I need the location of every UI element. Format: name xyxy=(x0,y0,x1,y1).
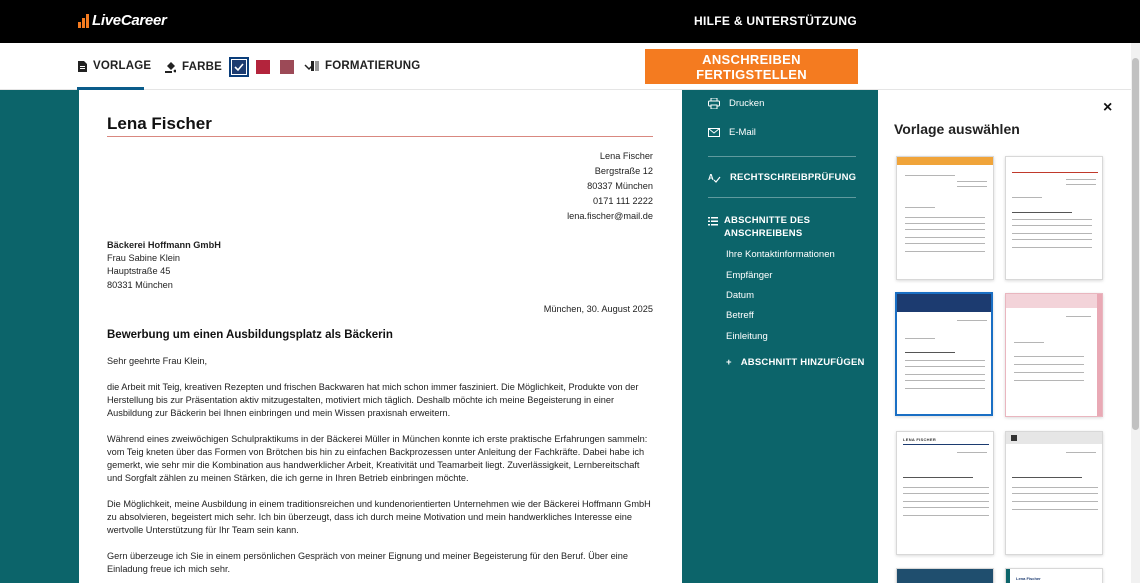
template-thumbnail[interactable] xyxy=(1005,568,1103,583)
body-paragraph: Während eines zweiwöchigen Schulpraktikums in der Bäckerei Müller in München konnte ich erste praktische Erfahrungen sammeln: vom Teig kneten über das Formen von Brötchen bis hin zu einfachen Backprozessen unter Anleitung der Fachkräfte. Dabei habe ich gemerkt, wie sehr mir die Kombination aus handwerklicher Arbeit, Kreativität und Teamarbeit liegt. Zuverlässigkeit, Lernbereitschaft und Sorgfalt zählen zu meinen Stärken, die ich gerne in Ihren Betrieb einbringen möchte. xyxy=(107,434,648,483)
section-link-recipient[interactable]: Empfänger xyxy=(726,270,773,281)
document-icon xyxy=(78,61,87,72)
section-link-date[interactable]: Datum xyxy=(726,290,754,301)
print-button[interactable] xyxy=(708,98,764,109)
recipient-address xyxy=(107,239,221,292)
formatting-icon xyxy=(311,61,319,71)
sender-line: 80337 München xyxy=(587,181,653,191)
email-button[interactable] xyxy=(708,127,756,138)
name-divider xyxy=(107,136,653,137)
add-section-label: ABSCHNITT HINZUFÜGEN xyxy=(740,357,865,368)
section-link-intro[interactable]: Einleitung xyxy=(726,331,768,342)
template-thumbnail[interactable] xyxy=(896,156,994,280)
tab-color[interactable] xyxy=(165,60,314,74)
section-link-subject[interactable]: Betreff xyxy=(726,310,754,321)
template-thumbnail[interactable] xyxy=(896,431,994,555)
applicant-name: Lena Fischer xyxy=(107,114,212,133)
color-swatch-rose[interactable] xyxy=(280,60,294,74)
sender-line: lena.fischer@mail.de xyxy=(567,211,653,221)
sections-heading-line: ANSCHREIBENS xyxy=(724,228,803,239)
sections-heading-line: ABSCHNITTE DES xyxy=(724,215,811,226)
body-paragraph: die Arbeit mit Teig, kreativen Rezepten und frischen Backwaren hat mich schon immer fasziniert. Die Möglichkeit, Produkte von der Herstellung bis zur Präsentation aktiv mitzugestalten, motiviert mich täglich. Deshalb möchte ich meine Begeisterung in einer Ausbildung zur Bäckerin bei Ihnen einbringen und mein Wissen praxisnah erweitern. xyxy=(107,382,639,418)
template-thumbnail[interactable] xyxy=(1005,156,1103,280)
spellcheck-button[interactable] xyxy=(708,172,856,183)
letter-subject: Bewerbung um einen Ausbildungsplatz als Bäckerin xyxy=(107,329,393,341)
body-paragraph: Die Möglichkeit, meine Ausbildung in einem traditionsreichen und kundenorientierten Unternehmen wie der Bäckerei Hoffmann GmbH zu absolvieren, begeistert mich sehr. Ich bin überzeugt, dass ich durch meine Motivation und mein handwerkliches Interesse eine wertvolle Unterstützung für Ihr Team sein kann. xyxy=(107,499,651,535)
recipient-company: Bäckerei Hoffmann GmbH xyxy=(107,240,221,250)
thumbnail-name: Lena Fischer xyxy=(1016,576,1041,581)
greeting: Sehr geehrte Frau Klein, xyxy=(107,356,208,366)
color-swatch-red[interactable] xyxy=(256,60,270,74)
top-bar xyxy=(0,0,1140,43)
tab-template[interactable] xyxy=(78,60,151,72)
page-scrollbar[interactable] xyxy=(1131,43,1140,583)
spellcheck-label: RECHTSCHREIBPRÜFUNG xyxy=(730,172,857,183)
recipient-line: Frau Sabine Klein xyxy=(107,253,181,264)
mail-icon xyxy=(708,128,720,137)
email-label: E-Mail xyxy=(729,127,756,138)
letter-date: München, 30. August 2025 xyxy=(543,304,653,314)
paint-bucket-icon xyxy=(165,62,176,73)
tools-panel xyxy=(682,90,878,583)
recipient-line: Hauptstraße 45 xyxy=(107,266,171,277)
sender-line: Bergstraße 12 xyxy=(594,166,653,176)
plus-icon: + xyxy=(726,357,732,368)
letter-body xyxy=(107,355,653,583)
tab-formatting-label: FORMATIERUNG xyxy=(325,60,421,72)
finish-letter-button[interactable]: ANSCHREIBEN FERTIGSTELLEN xyxy=(645,49,858,84)
editor-toolbar xyxy=(0,43,1131,90)
section-link-contact[interactable]: Ihre Kontaktinformationen xyxy=(726,249,835,260)
livecareer-logo[interactable] xyxy=(78,12,167,29)
template-chooser-panel xyxy=(878,90,1131,583)
scrollbar-thumb[interactable] xyxy=(1132,58,1139,430)
color-swatch-navy[interactable] xyxy=(232,60,246,74)
divider xyxy=(708,197,856,198)
divider xyxy=(708,156,856,157)
template-thumbnail[interactable] xyxy=(1005,431,1103,555)
template-thumbnail[interactable] xyxy=(896,568,994,583)
tab-color-label: FARBE xyxy=(182,61,222,73)
sections-heading xyxy=(708,214,810,240)
sender-address xyxy=(567,149,653,224)
body-paragraph: Gern überzeuge ich Sie in einem persönlichen Gespräch von meiner Eignung und meiner Begeisterung für den Beruf. Über eine Einladung freue ich mich sehr. xyxy=(107,551,628,574)
tab-formatting[interactable] xyxy=(311,60,420,72)
recipient-line: 80331 München xyxy=(107,279,173,290)
template-thumbnail[interactable] xyxy=(1005,293,1103,417)
thumbnail-name: LENA FISCHER xyxy=(903,437,937,442)
svg-text:A: A xyxy=(708,173,714,182)
sender-line: 0171 111 2222 xyxy=(593,196,653,206)
printer-icon xyxy=(708,98,720,109)
add-section-button[interactable] xyxy=(726,357,865,368)
chooser-title: Vorlage auswählen xyxy=(894,121,1020,137)
spellcheck-icon xyxy=(708,172,721,183)
print-label: Drucken xyxy=(729,98,765,109)
template-thumbnail-selected[interactable] xyxy=(895,292,993,416)
sender-line: Lena Fischer xyxy=(599,151,653,161)
letter-preview[interactable] xyxy=(79,90,682,583)
close-icon[interactable]: × xyxy=(1103,99,1113,116)
logo-mark-icon xyxy=(78,14,89,28)
help-link[interactable]: HILFE & UNTERSTÜTZUNG xyxy=(694,14,857,28)
checkmark-icon xyxy=(232,60,246,74)
list-icon xyxy=(708,216,718,226)
tab-template-label: VORLAGE xyxy=(93,60,152,72)
logo-text: LiveCareer xyxy=(92,12,167,29)
